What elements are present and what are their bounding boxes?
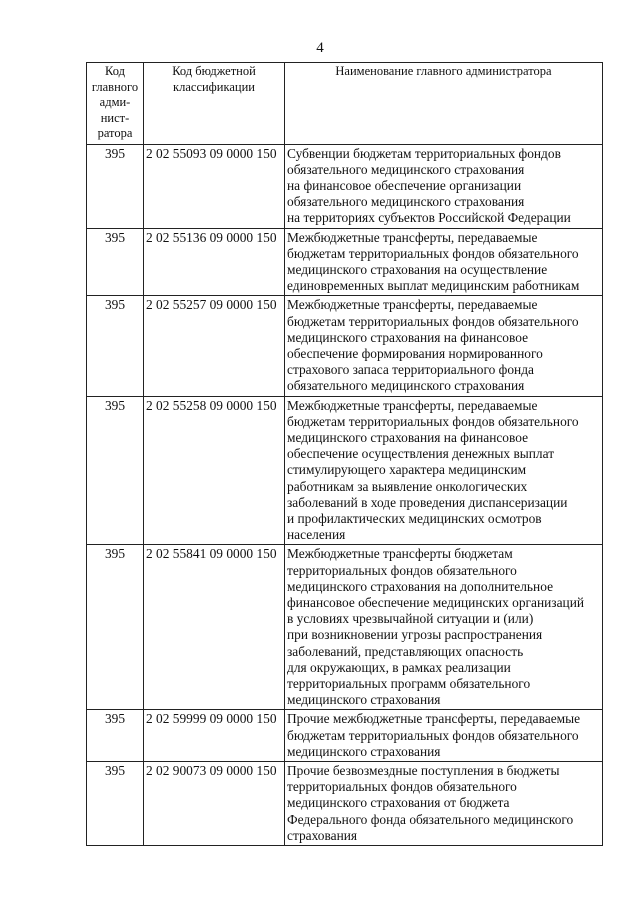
admin-name-line: территориальных фондов обязательного: [287, 779, 517, 795]
admin-name-cell: [285, 396, 603, 545]
header-bk-code: [144, 63, 285, 145]
admin-name-cell: [285, 296, 603, 396]
table-row: [87, 228, 603, 296]
admin-name-line: Прочие межбюджетные трансферты, передаваемые: [287, 711, 581, 727]
admin-name-line: медицинского страхования от бюджета: [287, 795, 510, 811]
admin-name-line: работникам за выявление онкологических: [287, 478, 528, 494]
admin-name-line: на финансовое обеспечение организации: [287, 177, 522, 193]
admin-name-line: единовременных выплат медицинским работникам: [287, 278, 580, 294]
admin-code-cell: 395: [87, 710, 144, 762]
admin-name-line: обязательного медицинского страхования: [287, 378, 525, 394]
bk-code-cell: 2 02 55136 09 0000 150: [144, 228, 285, 296]
budget-codes-table: [86, 62, 603, 846]
bk-code-cell: 2 02 55257 09 0000 150: [144, 296, 285, 396]
table-body: [87, 144, 603, 846]
admin-name-line: бюджетам территориальных фондов обязательного: [287, 727, 579, 743]
admin-name-cell: [285, 545, 603, 710]
header-line: Код: [105, 64, 125, 78]
admin-name-line: бюджетам территориальных фондов обязательного: [287, 313, 579, 329]
admin-name-line: Прочие безвозмездные поступления в бюджеты: [287, 763, 560, 779]
page-number: 4: [316, 40, 324, 56]
bk-code-cell: 2 02 55841 09 0000 150: [144, 545, 285, 710]
admin-name-cell: [285, 710, 603, 762]
admin-code-cell: 395: [87, 228, 144, 296]
admin-name-line: обязательного медицинского страхования: [287, 161, 525, 177]
admin-name-line: бюджетам территориальных фондов обязательного: [287, 245, 579, 261]
table-row: [87, 545, 603, 710]
table-row: [87, 762, 603, 846]
admin-name-line: в условиях чрезвычайной ситуации и (или): [287, 611, 534, 627]
admin-code-cell: 395: [87, 396, 144, 545]
admin-name-line: бюджетам территориальных фондов обязательного: [287, 413, 579, 429]
admin-name-line: страхового запаса территориального фонда: [287, 362, 534, 378]
table-row: [87, 396, 603, 545]
admin-name-line: медицинского страхования на финансовое: [287, 429, 529, 445]
table-header-row: [87, 63, 603, 145]
header-admin-name: [285, 63, 603, 145]
admin-name-cell: [285, 762, 603, 846]
header-line: Наименование главного администратора: [335, 64, 552, 78]
admin-name-line: медицинского страхования на осуществление: [287, 261, 548, 277]
admin-name-line: Межбюджетные трансферты, передаваемые: [287, 297, 538, 313]
admin-code-cell: 395: [87, 545, 144, 710]
bk-code-cell: 2 02 55258 09 0000 150: [144, 396, 285, 545]
bk-code-cell: 2 02 90073 09 0000 150: [144, 762, 285, 846]
admin-name-line: населения: [287, 527, 346, 543]
admin-name-line: для окружающих, в рамках реализации: [287, 659, 511, 675]
bk-code-cell: 2 02 55093 09 0000 150: [144, 144, 285, 228]
admin-name-line: Межбюджетные трансферты, передаваемые: [287, 229, 538, 245]
admin-name-line: медицинского страхования на дополнительное: [287, 578, 554, 594]
admin-name-line: Федерального фонда обязательного медицинского: [287, 811, 574, 827]
header-admin-code: [87, 63, 144, 145]
table-row: [87, 710, 603, 762]
admin-name-line: территориальных фондов обязательного: [287, 562, 517, 578]
bk-code-cell: 2 02 59999 09 0000 150: [144, 710, 285, 762]
admin-name-line: медицинского страхования: [287, 692, 441, 708]
admin-name-line: Межбюджетные трансферты, передаваемые: [287, 397, 538, 413]
admin-name-cell: [285, 228, 603, 296]
header-line: классификации: [173, 79, 255, 94]
table-row: [87, 296, 603, 396]
header-line: главного: [91, 79, 139, 94]
admin-name-line: медицинского страхования на финансовое: [287, 329, 529, 345]
header-line: адми-: [99, 95, 131, 109]
admin-name-line: территориальных программ обязательного: [287, 676, 531, 691]
admin-name-line: заболеваний, представляющих опасность: [287, 643, 524, 659]
header-line: Код бюджетной: [172, 64, 256, 78]
admin-name-cell: [285, 144, 603, 228]
admin-name-line: заболеваний в ходе проведения диспансеризации: [287, 494, 568, 510]
admin-name-line: Субвенции бюджетам территориальных фондов: [287, 145, 561, 161]
admin-name-line: финансовое обеспечение медицинских организаций: [287, 594, 585, 610]
header-line: нист-: [100, 110, 130, 125]
header-line: ратора: [97, 126, 133, 140]
admin-name-line: обеспечение осуществления денежных выплат: [287, 446, 555, 462]
admin-name-line: на территориях субъектов Российской Федерации: [287, 210, 571, 226]
admin-name-line: медицинского страхования: [287, 743, 441, 759]
admin-name-line: стимулирующего характера медицинским: [287, 462, 527, 478]
admin-name-line: обеспечение формирования нормированного: [287, 345, 543, 361]
table-row: [87, 144, 603, 228]
admin-code-cell: 395: [87, 144, 144, 228]
admin-code-cell: 395: [87, 296, 144, 396]
admin-name-line: Межбюджетные трансферты бюджетам: [287, 546, 513, 562]
admin-name-line: при возникновении угрозы распространения: [287, 627, 543, 643]
admin-name-line: и профилактических медицинских осмотров: [287, 510, 542, 526]
admin-name-line: обязательного медицинского страхования: [287, 194, 525, 210]
admin-code-cell: 395: [87, 762, 144, 846]
admin-name-line: страхования: [287, 827, 358, 843]
